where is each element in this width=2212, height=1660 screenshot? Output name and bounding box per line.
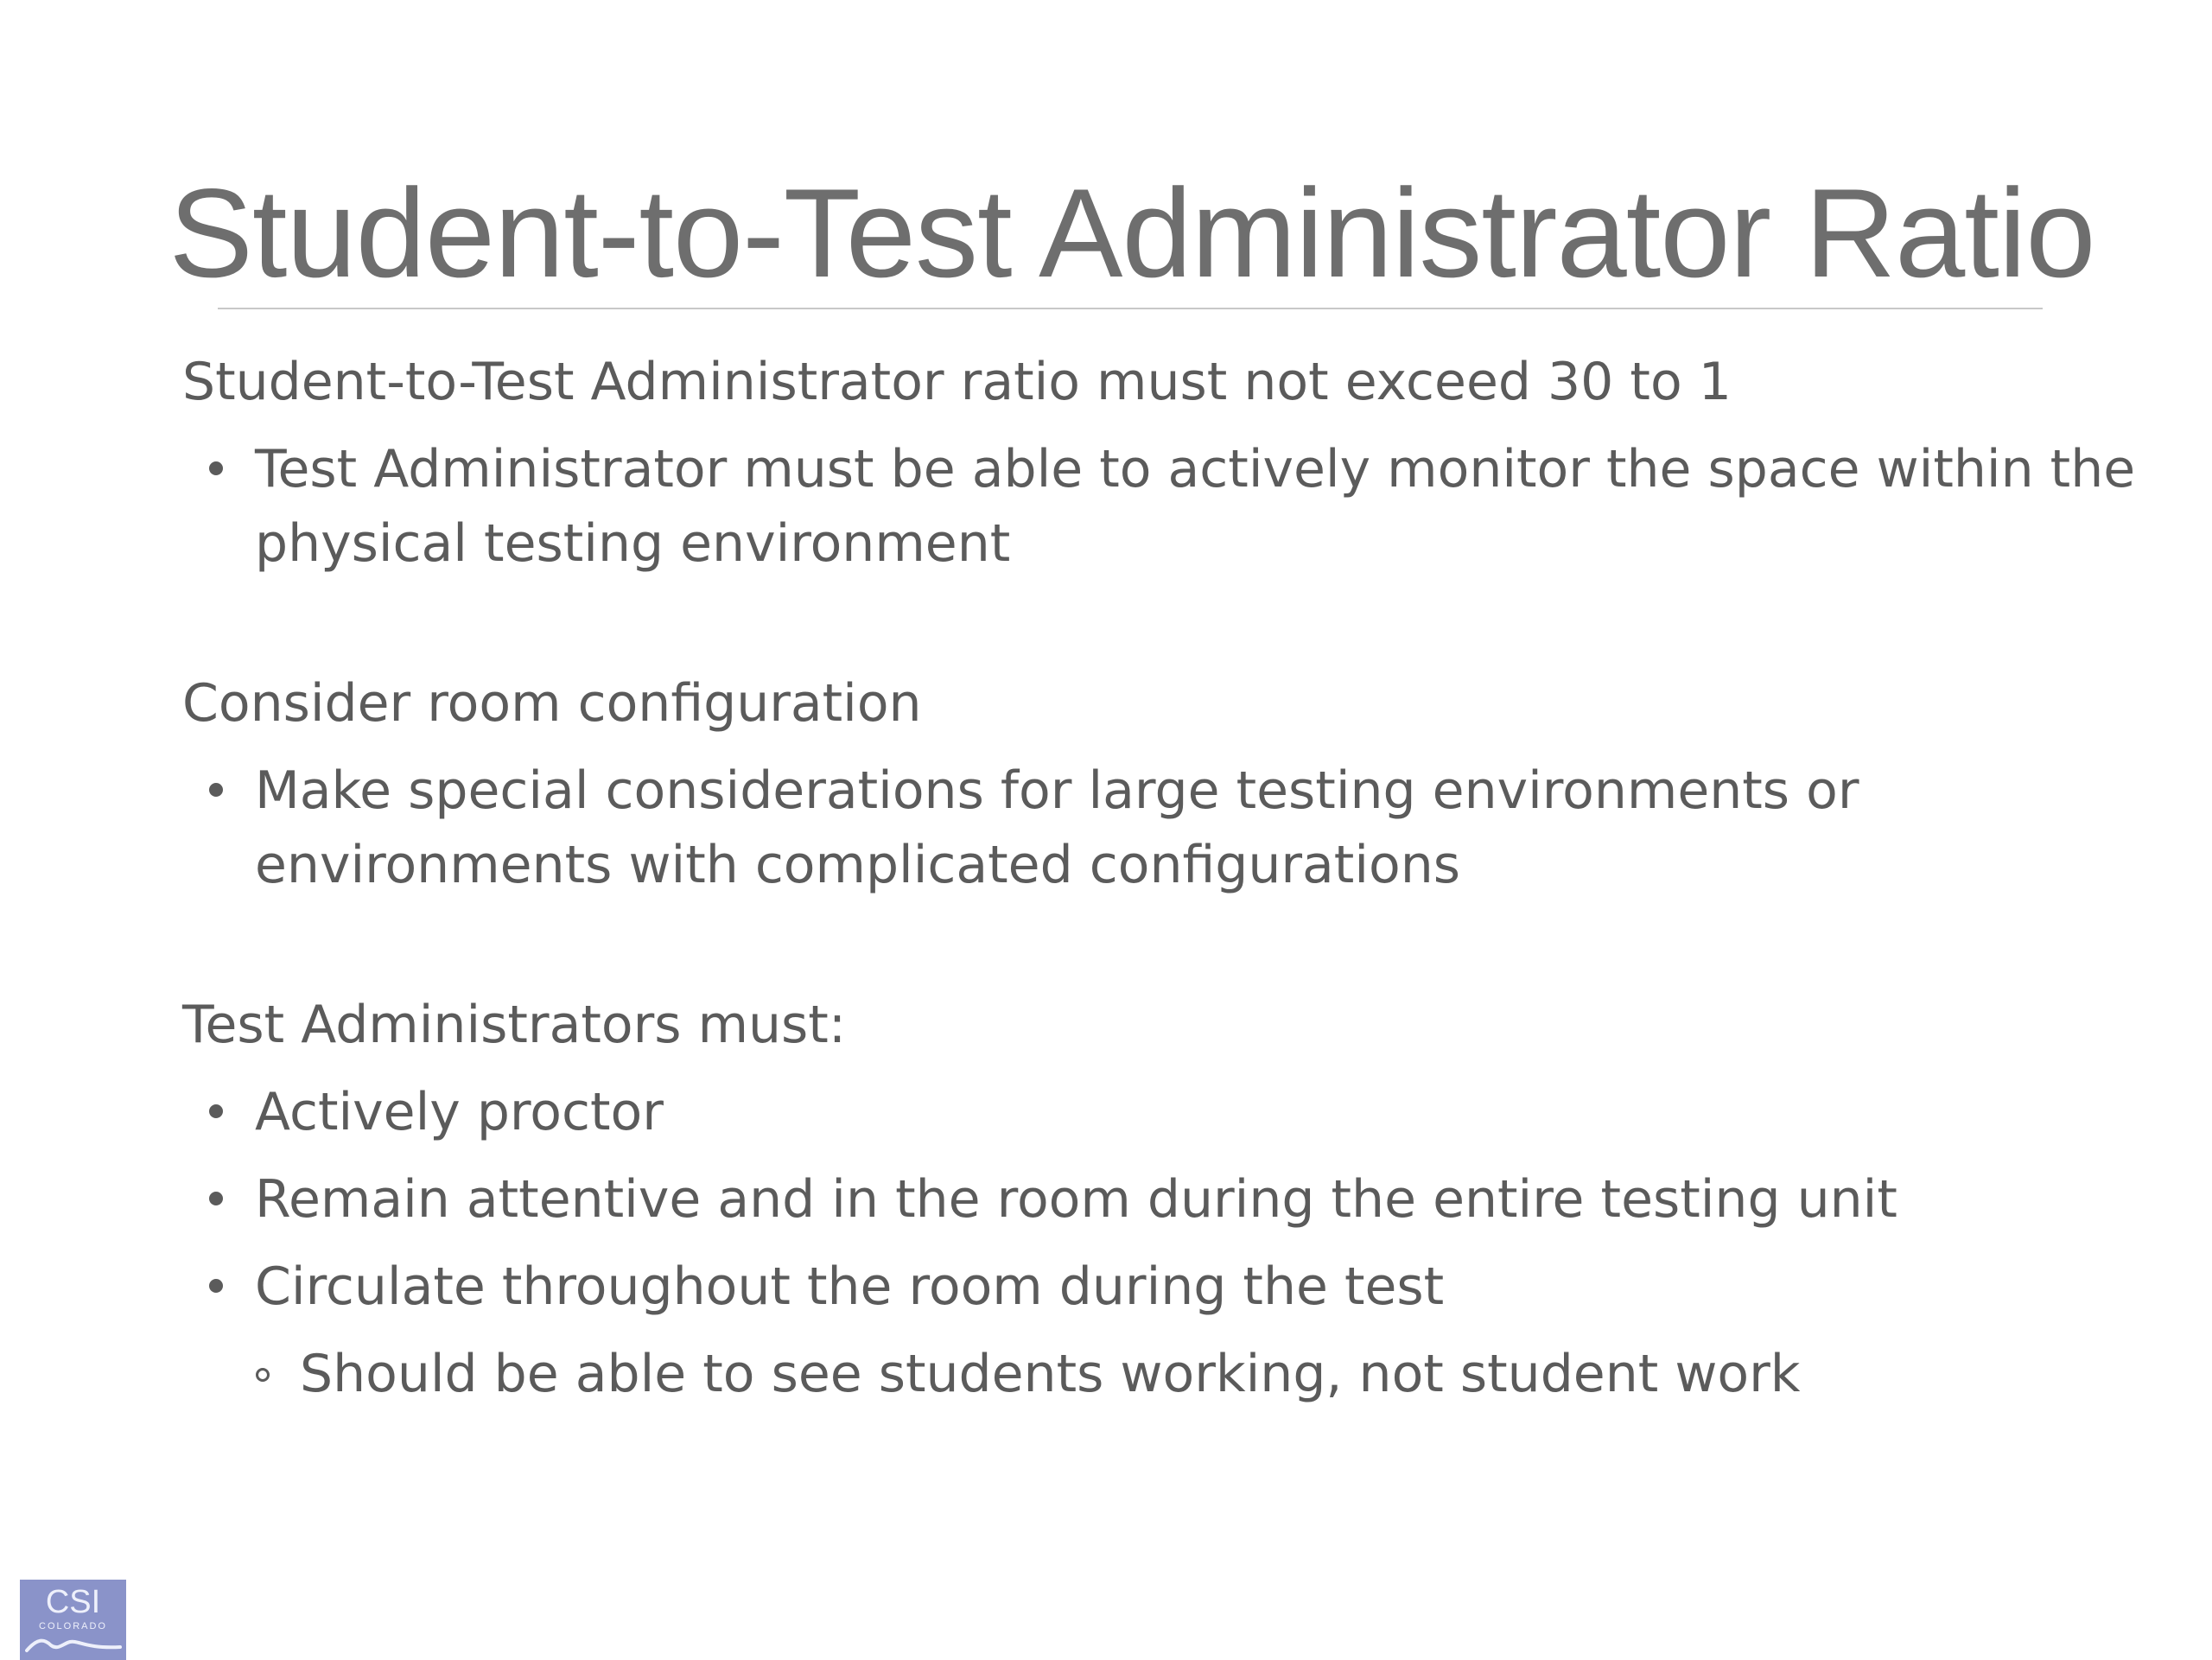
bullet-text: Test Administrator must be able to actively monitor the space within the physical testing environment (255, 439, 2136, 574)
bullet-item (182, 432, 2187, 581)
logo-subtitle: COLORADO (39, 1621, 107, 1631)
csi-colorado-logo (20, 1580, 126, 1660)
sub-bullet-list (255, 1337, 2187, 1411)
bullet-item (182, 1250, 2187, 1411)
bullet-list (182, 754, 2187, 902)
bullet-list (182, 1075, 2187, 1411)
slide-title: Student-to-Test Administrator Ratio (168, 162, 2095, 303)
section-heading: Consider room configuration (182, 673, 922, 734)
section-heading: Test Administrators must: (182, 995, 847, 1055)
title-divider (218, 308, 2043, 309)
section-heading: Student-to-Test Administrator ratio must not exceed 30 to 1 (182, 352, 1732, 412)
bullet-text: Actively proctor (255, 1082, 664, 1142)
bullet-text: Remain attentive and in the room during the entire testing unit (255, 1169, 1897, 1230)
sub-bullet-text: Should be able to see students working, not student work (300, 1344, 1801, 1404)
section-room-configuration (182, 667, 2187, 902)
logo-mark: CSI (45, 1584, 101, 1620)
bullet-icon (209, 1192, 223, 1205)
sub-bullet-item (255, 1337, 2187, 1411)
bullet-item (182, 1162, 2187, 1237)
bullet-text: Circulate throughout the room during the test (255, 1256, 1445, 1317)
bullet-item (182, 754, 2187, 902)
bullet-icon (209, 783, 223, 797)
bullet-icon (209, 1104, 223, 1118)
slide-body (182, 346, 2187, 1411)
bullet-text: Make special considerations for large testing environments or environments with complicated configurations (255, 760, 1859, 895)
bullet-icon (209, 461, 223, 475)
mountain-icon (25, 1633, 122, 1654)
hollow-bullet-icon (256, 1368, 270, 1382)
bullet-list (182, 432, 2187, 581)
section-ratio (182, 346, 2187, 581)
section-administrator-duties (182, 989, 2187, 1411)
bullet-icon (209, 1279, 223, 1293)
bullet-item (182, 1075, 2187, 1149)
